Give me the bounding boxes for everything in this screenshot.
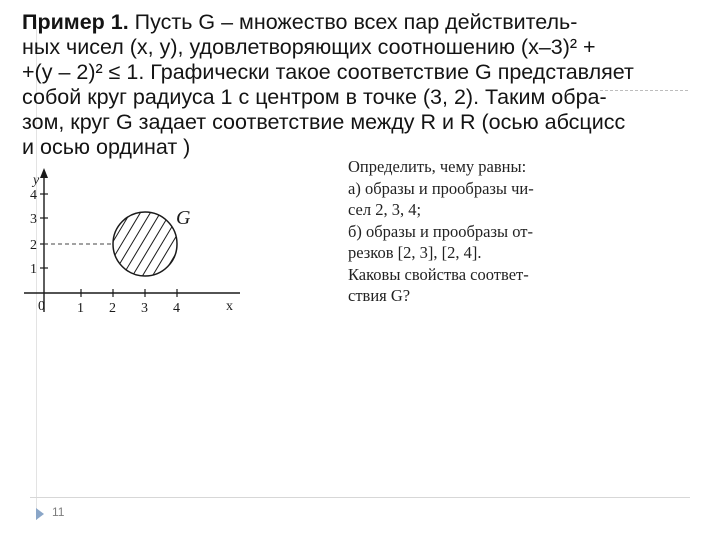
example-text [22, 10, 634, 160]
x-tick-label: 1 [77, 301, 84, 316]
page-marker-icon [36, 508, 44, 520]
example-line: Пример 1. Пусть G – множество всех пар действитель- [22, 10, 578, 34]
x-tick-label: 4 [173, 301, 180, 316]
y-tick-label: 3 [30, 212, 37, 227]
y-tick-label: 4 [30, 188, 37, 203]
task-line: резков [2, 3], [2, 4]. [348, 243, 482, 262]
task-line: б) образы и прообразы от- [348, 221, 533, 241]
page-number: 11 [52, 505, 65, 519]
footer-divider [30, 497, 690, 498]
x-axis-label: x [226, 299, 233, 314]
task-line: сел 2, 3, 4; [348, 200, 422, 219]
task-text [348, 156, 598, 307]
y-tick-label: 1 [30, 262, 37, 277]
example-line: и осью ординат ) [22, 135, 191, 159]
example-line: собой круг радиуса 1 с центром в точке (3, 2). Таким обра- [22, 85, 607, 109]
example-line: ных чисел (x, y), удовлетворяющих соотношению (x–3)² + [22, 35, 596, 59]
example-line: +(y – 2)² ≤ 1. Графически такое соответствие G представляет [22, 60, 634, 84]
decorative-dashed-line [600, 90, 688, 91]
task-line: Каковы свойства соответ- [348, 264, 529, 284]
y-axis-arrow [40, 168, 48, 178]
circle-graph [18, 160, 258, 320]
origin-label: 0 [38, 299, 45, 314]
task-line: а) образы и прообразы чи- [348, 178, 534, 198]
task-line: Определить, чему равны: [348, 157, 527, 176]
x-tick-label: 2 [109, 301, 116, 316]
y-axis-label: y [33, 173, 40, 188]
example-line: зом, круг G задает соответствие между R и R (осью абсцисс [22, 110, 626, 134]
x-tick-label: 3 [141, 301, 148, 316]
task-line: ствия G? [348, 286, 411, 305]
y-tick-label: 2 [30, 238, 37, 253]
set-label: G [176, 207, 191, 229]
